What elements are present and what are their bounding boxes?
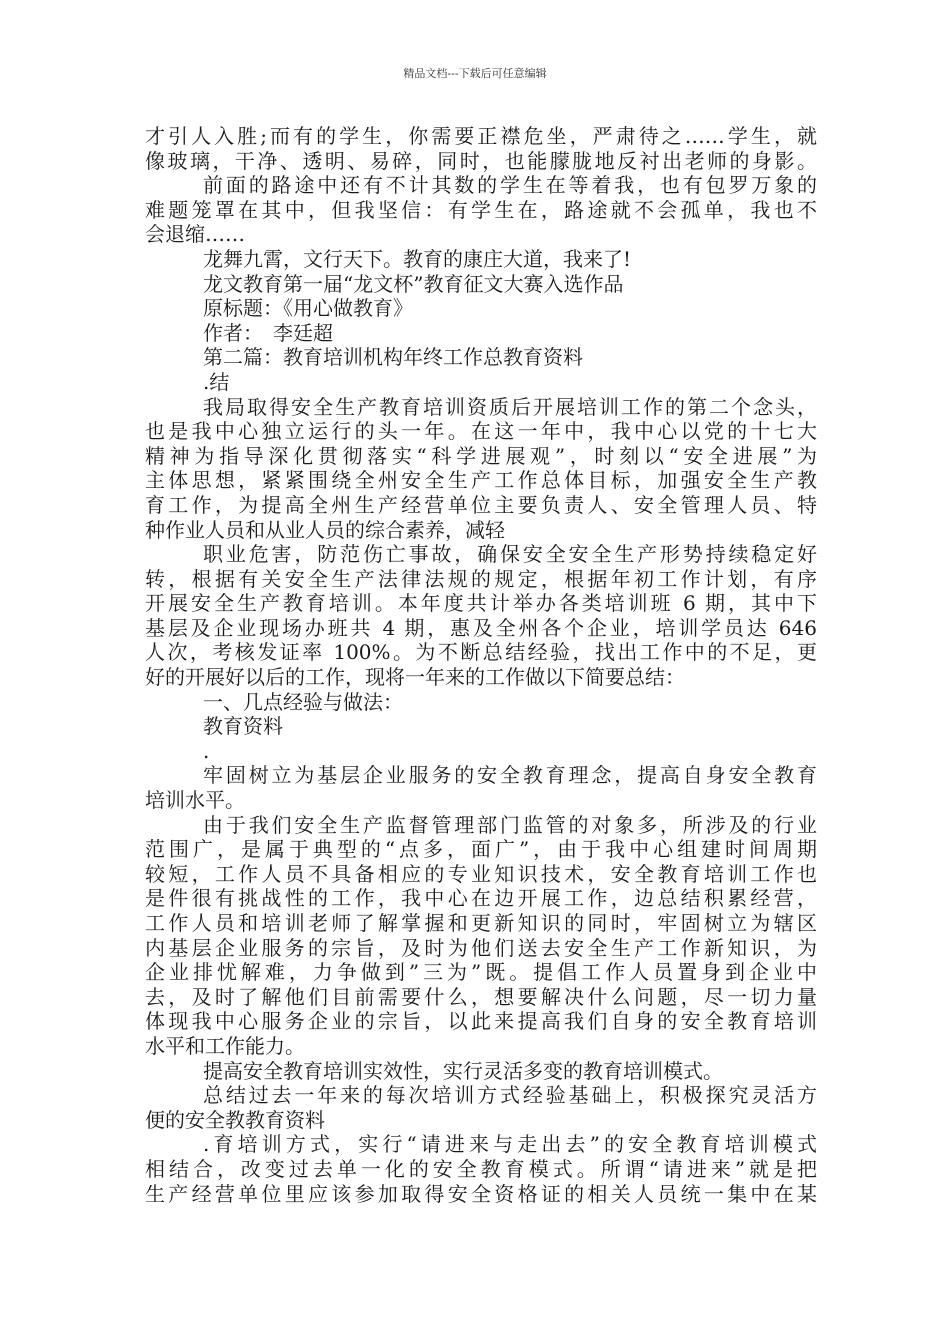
text-line: 作者： 李廷超 — [203, 320, 333, 345]
text-line: 种作业人员和从业人员的综合素养，减轻 — [145, 517, 505, 542]
text-line: 基层及企业现场办班共 4 期，惠及全州各个企业，培训学员达 646 — [145, 615, 817, 640]
document-body — [145, 124, 817, 1206]
text-line: 培训水平。 — [145, 788, 245, 813]
text-line: 范围广，是属于典型的“点多，面广”，由于我中心组建时间周期 — [145, 837, 817, 862]
text-line: 像玻璃，干净、透明、易碎，同时，也能朦胧地反衬出老师的身影。 — [145, 148, 817, 173]
text-line: 较短，工作人员不具备相应的专业知识技术，安全教育培训工作也 — [145, 861, 817, 886]
text-line: 内基层企业服务的宗旨，及时为他们送去安全生产工作新知识，为 — [145, 935, 817, 960]
text-line: 也是我中心独立运行的头一年。在这一年中，我中心以党的十七大 — [145, 419, 817, 444]
text-line: 一、几点经验与做法： — [203, 689, 403, 714]
text-line: 原标题：《用心做教育》 — [203, 296, 413, 321]
text-line: . — [203, 738, 210, 763]
text-line: 教育资料 — [203, 714, 283, 739]
text-line: 难题笼罩在其中，但我坚信：有学生在，路途就不会孤单，我也不 — [145, 197, 817, 222]
text-line: 相结合，改变过去单一化的安全教育模式。所谓“请进来”就是把 — [145, 1156, 817, 1181]
text-line: 龙舞九霄，文行天下。教育的康庄大道，我来了! — [203, 246, 632, 271]
text-line: 育工作，为提高全州生产经营单位主要负责人、安全管理人员、特 — [145, 492, 817, 517]
text-line: 水平和工作能力。 — [145, 1033, 305, 1058]
text-line: 人次，考核发证率 100%。为不断总结经验，找出工作中的不足，更 — [145, 640, 817, 665]
text-line: 转，根据有关安全生产法律法规的规定，根据年初工作计划，有序 — [145, 566, 817, 591]
text-line: 我局取得安全生产教育培训资质后开展培训工作的第二个念头， — [203, 394, 817, 419]
text-line: 便的安全教教育资料 — [145, 1107, 325, 1132]
text-line: 开展安全生产教育培训。本年度共计举办各类培训班 6 期，其中下 — [145, 591, 817, 616]
text-line: 总结过去一年来的每次培训方式经验基础上，积极探究灵活方 — [203, 1083, 817, 1108]
text-line: 牢固树立为基层企业服务的安全教育理念，提高自身安全教育 — [203, 763, 817, 788]
text-line: 工作人员和培训老师了解掌握和更新知识的同时，牢固树立为辖区 — [145, 911, 817, 935]
text-line: 企业排忧解难，力争做到”三为”既。提倡工作人员置身到企业中 — [145, 960, 817, 985]
text-line: 好的开展好以后的工作，现将一年来的工作做以下简要总结： — [145, 665, 685, 690]
text-line: 精神为指导深化贯彻落实“科学进展观”，时刻以“安全进展”为 — [145, 443, 817, 468]
text-line: 才引人入胜;而有的学生，你需要正襟危坐，严肃待之……学生，就 — [145, 124, 817, 148]
text-line: 是件很有挑战性的工作，我中心在边开展工作，边总结积累经营， — [145, 886, 817, 911]
text-line: .育培训方式，实行“请进来与走出去”的安全教育培训模式 — [203, 1132, 817, 1157]
text-line: .结 — [203, 369, 230, 394]
text-line: 第二篇：教育培训机构年终工作总教育资料 — [203, 345, 583, 370]
text-line: 龙文教育第一届“龙文杯”教育征文大赛入选作品 — [203, 271, 624, 296]
text-line: 去，及时了解他们目前需要什么，想要解决什么问题，尽一切力量 — [145, 984, 817, 1009]
page-header: 精品文档---下载后可任意编辑 — [403, 67, 547, 80]
text-line: 主体思想，紧紧围绕全州安全生产工作总体目标，加强安全生产教 — [145, 468, 817, 493]
text-line: 会退缩…… — [145, 222, 245, 247]
text-line: 体现我中心服务企业的宗旨，以此来提高我们自身的安全教育培训 — [145, 1009, 817, 1034]
text-line: 前面的路途中还有不计其数的学生在等着我，也有包罗万象的 — [203, 173, 817, 198]
text-line: 生产经营单位里应该参加取得安全资格证的相关人员统一集中在某 — [145, 1181, 817, 1206]
text-line: 职业危害，防范伤亡事故，确保安全安全生产形势持续稳定好 — [203, 542, 817, 567]
text-line: 提高安全教育培训实效性，实行灵活多变的教育培训模式。 — [203, 1058, 723, 1083]
text-line: 由于我们安全生产监督管理部门监管的对象多，所涉及的行业 — [203, 812, 817, 837]
